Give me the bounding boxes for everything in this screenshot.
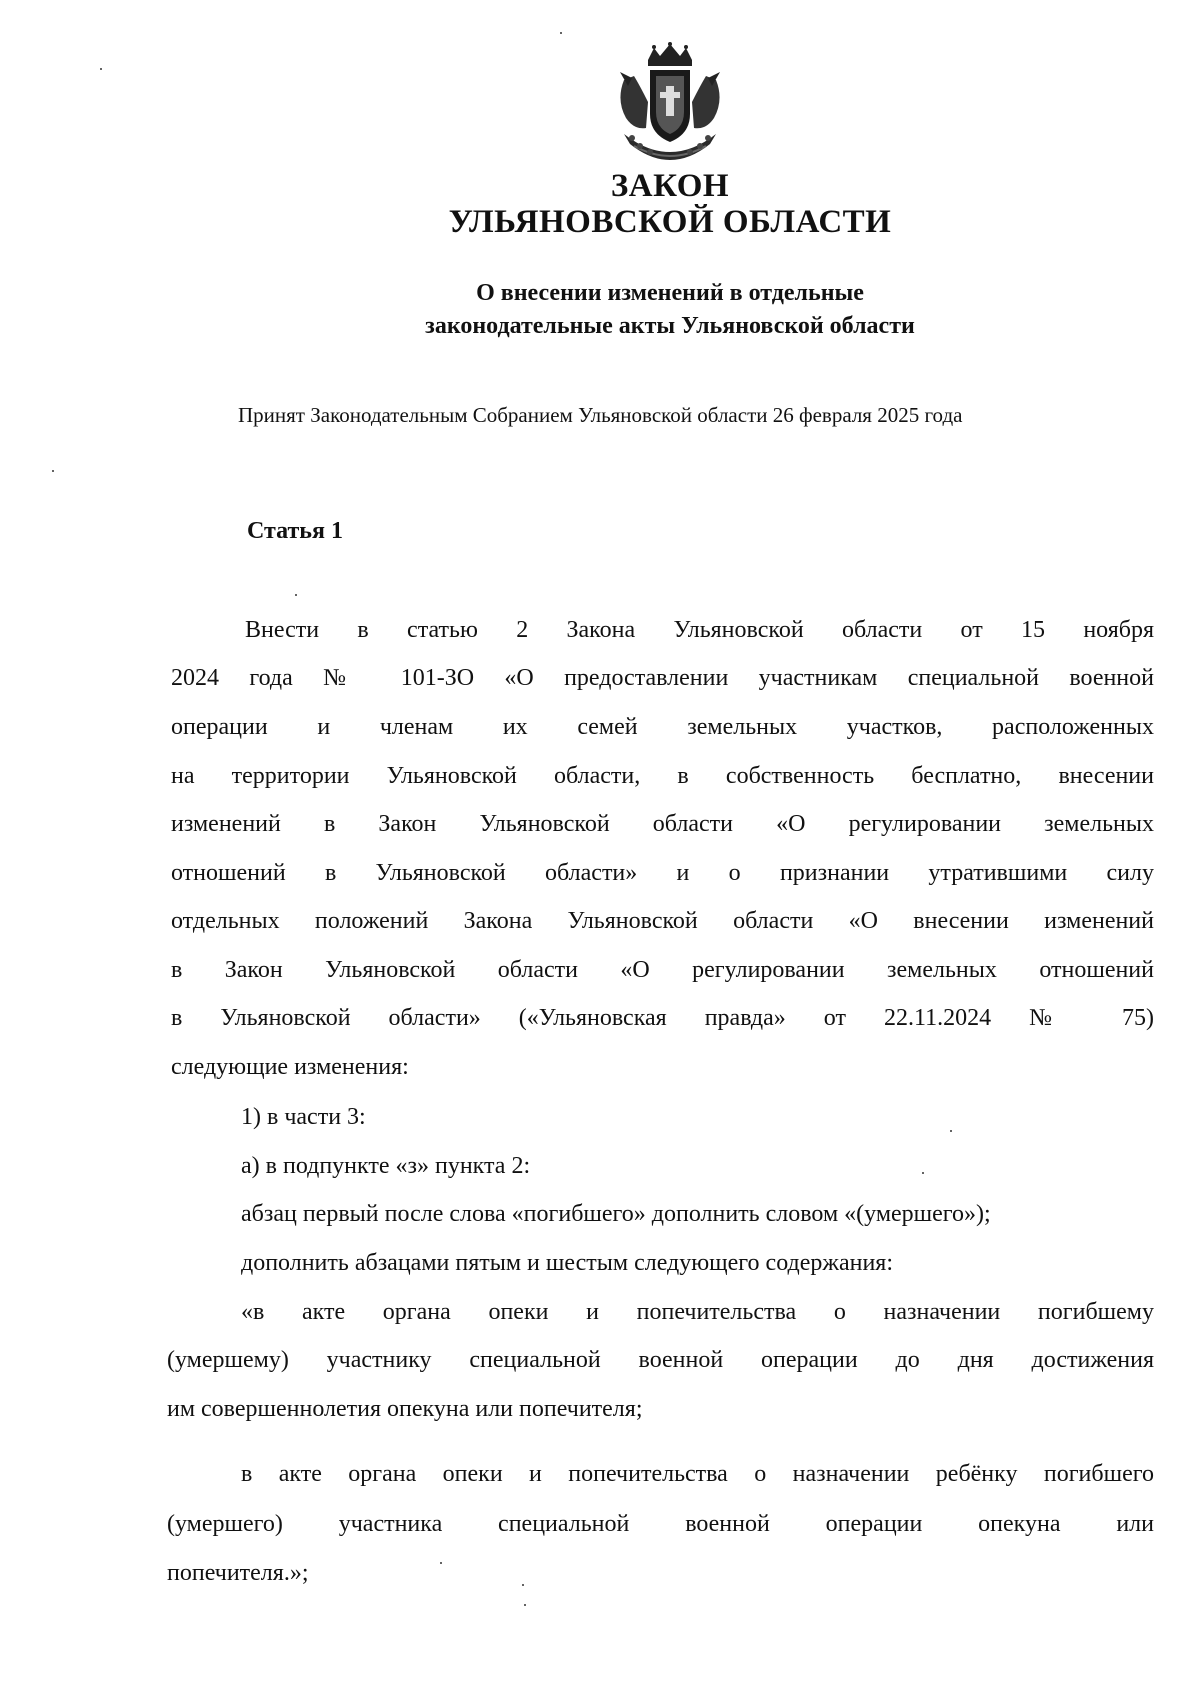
intro-line: отношений в Ульяновской области» и о признании утратившими силу xyxy=(171,860,1154,886)
intro-line: 2024 года № 101-ЗО «О предоставлении участникам специальной военной xyxy=(171,665,1154,691)
scan-speck xyxy=(52,470,54,472)
quote2-line: в акте органа опеки и попечительства о назначении ребёнку погибшего xyxy=(241,1461,1154,1487)
quote1-line: «в акте органа опеки и попечительства о назначении погибшему xyxy=(241,1299,1154,1325)
law-subtitle-line1: О внесении изменений в отдельные xyxy=(476,280,864,306)
scan-speck xyxy=(100,68,102,70)
paragraph-first-amendment: абзац первый после слова «погибшего» дополнить словом «(умершего»); xyxy=(241,1201,991,1227)
intro-line: следующие изменения: xyxy=(171,1054,409,1080)
quote2-line: (умершего) участника специальной военной операции опекуна или xyxy=(167,1511,1154,1537)
article-heading: Статья 1 xyxy=(247,518,343,544)
intro-line: изменений в Закон Ульяновской области «О регулировании земельных xyxy=(171,811,1154,837)
scan-speck xyxy=(560,32,562,34)
quote1-line: им совершеннолетия опекуна или попечителя; xyxy=(167,1396,643,1422)
item-a: а) в подпункте «з» пункта 2: xyxy=(241,1153,531,1179)
item-1: 1) в части 3: xyxy=(241,1104,366,1130)
intro-line: операции и членам их семей земельных участков, расположенных xyxy=(171,714,1154,740)
scan-speck xyxy=(922,1172,924,1174)
quote1-line: (умершему) участнику специальной военной операции до дня достижения xyxy=(167,1347,1154,1373)
scan-speck xyxy=(522,1584,524,1586)
scan-speck xyxy=(440,1562,442,1564)
coat-of-arms-emblem xyxy=(610,42,730,172)
scan-speck xyxy=(524,1604,526,1606)
intro-line: в Закон Ульяновской области «О регулировании земельных отношений xyxy=(171,957,1154,983)
law-title-line2: УЛЬЯНОВСКОЙ ОБЛАСТИ xyxy=(448,204,892,240)
intro-line: в Ульяновской области» («Ульяновская правда» от 22.11.2024 № 75) xyxy=(171,1005,1154,1031)
adoption-note: Принят Законодательным Собранием Ульяновской области 26 февраля 2025 года xyxy=(238,403,963,427)
scan-speck xyxy=(950,1130,952,1132)
scan-speck xyxy=(295,594,297,596)
intro-line: Внести в статью 2 Закона Ульяновской области от 15 ноября xyxy=(245,617,1154,643)
law-subtitle-line2: законодательные акты Ульяновской области xyxy=(425,313,915,339)
paragraph-add-amendment: дополнить абзацами пятым и шестым следующего содержания: xyxy=(241,1250,894,1276)
intro-line: отдельных положений Закона Ульяновской области «О внесении изменений xyxy=(171,908,1154,934)
intro-line: на территории Ульяновской области, в собственность бесплатно, внесении xyxy=(171,763,1154,789)
law-title-line1: ЗАКОН xyxy=(610,168,730,204)
quote2-line: попечителя.»; xyxy=(167,1560,309,1586)
